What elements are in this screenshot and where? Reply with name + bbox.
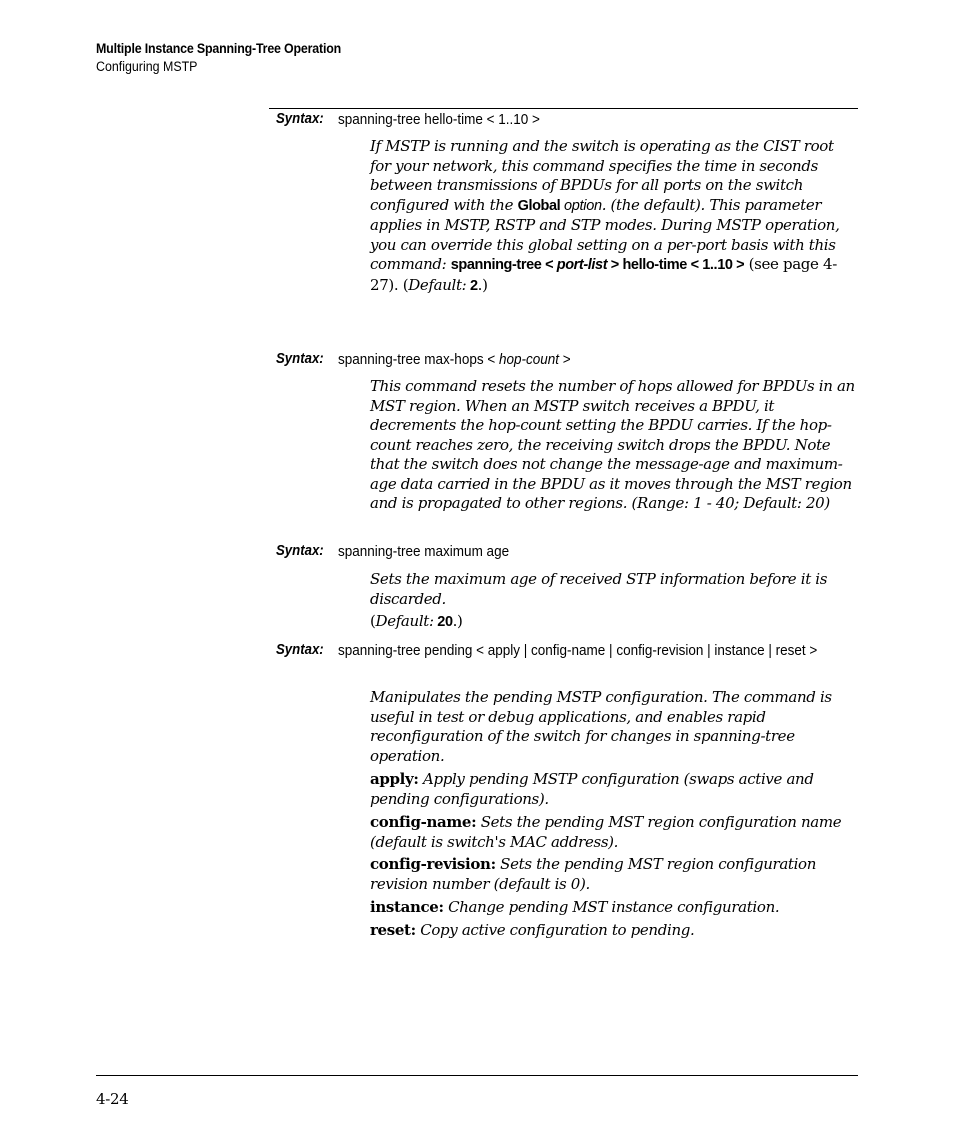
syntax-command-maximum-age: spanning-tree maximum age (338, 543, 510, 560)
syntax-command-pending: spanning-tree pending < apply | config-name | config-revision | instance | reset > (338, 642, 818, 659)
syntax-label: Syntax: (276, 110, 324, 127)
page-number: 4-24 (96, 1090, 129, 1108)
option-config-name: config-name: Sets the pending MST region configuration name (default is switch's MAC address). (370, 813, 842, 851)
option-keyword: apply: (370, 770, 419, 788)
description-max-hops: This command resets the number of hops allowed for BPDUs in an MST region. When an MSTP switch receives a BPDU, it decrements the hop-count setting the BPDU carries. If the hop-count reaches zero, the receiving switch drops the BPDU. Note that the switch does not change the message-age and maximum-age data carried in the BPDU as it moves through the MST region and is propagated to other regions. (Range: 1 - 40; Default: 20) (370, 377, 855, 512)
syntax-label: Syntax: (276, 350, 324, 367)
option-apply: apply: Apply pending MSTP configuration (swaps active and pending configurations). (370, 770, 814, 808)
option-keyword: config-revision: (370, 855, 496, 873)
option-keyword: reset: (370, 921, 416, 939)
description-hello-time: If MSTP is running and the switch is operating as the CIST root for your network, this command specifies the time in seconds between transmissions of BPDUs for all ports on the switch configured with the Global option. (the default). This parameter applies in MSTP, RSTP and STP modes. During MSTP operation, you can override this global setting on a per-port basis with this command: spanning-tree < port-list > hello-time < 1..10 > (see page 4-27). (Default: 2.) (370, 137, 840, 294)
option-keyword: instance: (370, 898, 444, 916)
syntax-command-hello-time: spanning-tree hello-time < 1..10 > (338, 111, 540, 128)
description-maximum-age: Sets the maximum age of received STP information before it is discarded. (370, 570, 828, 608)
option-keyword: config-name: (370, 813, 477, 831)
running-header-title: Multiple Instance Spanning-Tree Operation (96, 41, 342, 56)
top-rule (269, 108, 858, 109)
option-config-revision: config-revision: Sets the pending MST region configuration revision number (default is 0). (370, 855, 817, 893)
syntax-label: Syntax: (276, 542, 324, 559)
default-maximum-age: (Default: 20.) (370, 612, 463, 630)
syntax-command-max-hops: spanning-tree max-hops < hop-count > (338, 351, 571, 368)
option-reset: reset: Copy active configuration to pending. (370, 921, 695, 939)
running-header-subtitle: Configuring MSTP (96, 59, 198, 74)
footer-rule (96, 1075, 858, 1076)
description-pending: Manipulates the pending MSTP configuration. The command is useful in test or debug applications, and enables rapid reconfiguration of the switch for changes in spanning-tree operation. (370, 688, 832, 765)
syntax-label: Syntax: (276, 641, 324, 658)
option-instance: instance: Change pending MST instance configuration. (370, 898, 780, 916)
